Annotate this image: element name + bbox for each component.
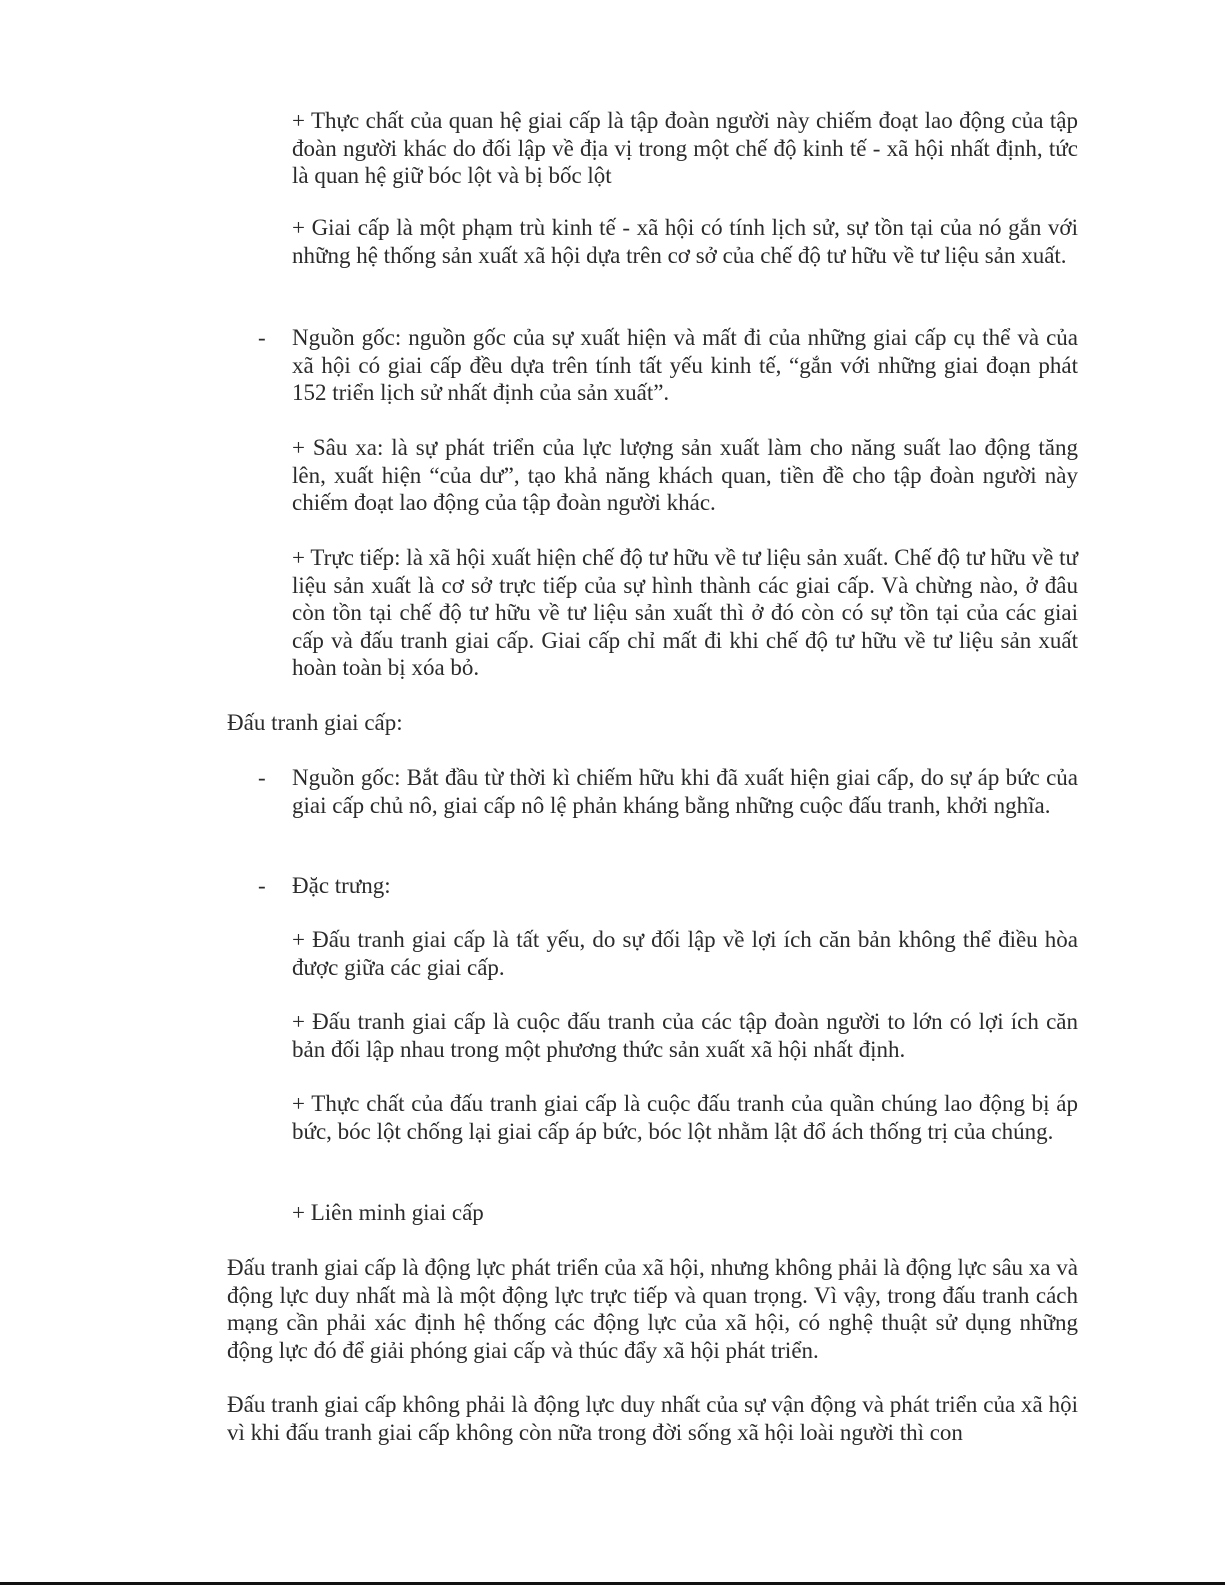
paragraph-class-historical-category: + Giai cấp là một phạm trù kinh tế - xã hội có tính lịch sử, sự tồn tại của nó gắn với những hệ thống sản xuất xã hội dựa trên cơ sở của chế độ tư hữu về tư liệu sản xuất. [292,215,1078,268]
bullet-dash: - [258,325,266,350]
paragraph-struggle-inevitable: + Đấu tranh giai cấp là tất yếu, do sự đối lập về lợi ích căn bản không thể điều hòa được giữa các giai cấp. [292,927,1078,980]
paragraph-driving-force: Đấu tranh giai cấp là động lực phát triển của xã hội, nhưng không phải là động lực sâu xa và động lực duy nhất mà là một động lực trực tiếp và quan trọng. Vì vậy, trong đấu tranh cách mạng cần phải xác định hệ thống các động lực của xã hội, có nghệ thuật sử dụng những động lực đó để giải phóng giai cấp và thúc đẩy xã hội phát triển. [227,1255,1078,1363]
paragraph-direct-cause: + Trực tiếp: là xã hội xuất hiện chế độ tư hữu về tư liệu sản xuất. Chế độ tư hữu về tư liệu sản xuất là cơ sở trực tiếp của sự hình thành các giai cấp. Và chừng nào, ở đâu còn tồn tại chế độ tư hữu về tư liệu sản xuất thì ở đó còn có sự tồn tại của các giai cấp và đấu tranh giai cấp. Giai cấp chỉ mất đi khi chế độ tư hữu về tư liệu sản xuất hoàn toàn bị xóa bỏ. [292,545,1078,681]
paragraph-class-alliance: + Liên minh giai cấp [292,1200,484,1225]
paragraph-class-origin: Nguồn gốc: nguồn gốc của sự xuất hiện và mất đi của những giai cấp cụ thể và của xã hội có giai cấp đều dựa trên tính tất yếu kinh tế, “gắn với những giai đoạn phát 152 triển lịch sử nhất định của sản xuất”. [292,325,1078,406]
paragraph-struggle-essence: + Thực chất của đấu tranh giai cấp là cuộc đấu tranh của quần chúng lao động bị áp bức, bóc lột chống lại giai cấp áp bức, bóc lột nhằm lật đổ ách thống trị của chúng. [292,1091,1078,1144]
bullet-dash: - [258,765,266,790]
paragraph-struggle-origin: Nguồn gốc: Bắt đầu từ thời kì chiếm hữu khi đã xuất hiện giai cấp, do sự áp bức của giai cấp chủ nô, giai cấp nô lệ phản kháng bằng những cuộc đấu tranh, khởi nghĩa. [292,765,1078,818]
paragraph-not-only-driving-force: Đấu tranh giai cấp không phải là động lực duy nhất của sự vận động và phát triển của xã hội vì khi đấu tranh giai cấp không còn nữa trong đời sống xã hội loài người thì con [227,1392,1078,1445]
heading-class-struggle: Đấu tranh giai cấp: [227,710,403,735]
bullet-dash: - [258,873,266,898]
paragraph-class-relation-essence: + Thực chất của quan hệ giai cấp là tập đoàn người này chiếm đoạt lao động của tập đoàn người khác do đối lập về địa vị trong một chế độ kinh tế - xã hội nhất định, tức là quan hệ giữ bóc lột và bị bốc lột [292,108,1078,189]
paragraph-deep-cause: + Sâu xa: là sự phát triển của lực lượng sản xuất làm cho năng suất lao động tăng lên, xuất hiện “của dư”, tạo khả năng khách quan, tiền đề cho tập đoàn người này chiếm đoạt lao động của tập đoàn người khác. [292,435,1078,516]
paragraph-struggle-large-groups: + Đấu tranh giai cấp là cuộc đấu tranh của các tập đoàn người to lớn có lợi ích căn bản đối lập nhau trong một phương thức sản xuất xã hội nhất định. [292,1009,1078,1062]
paragraph-characteristics-label: Đặc trưng: [292,873,391,898]
